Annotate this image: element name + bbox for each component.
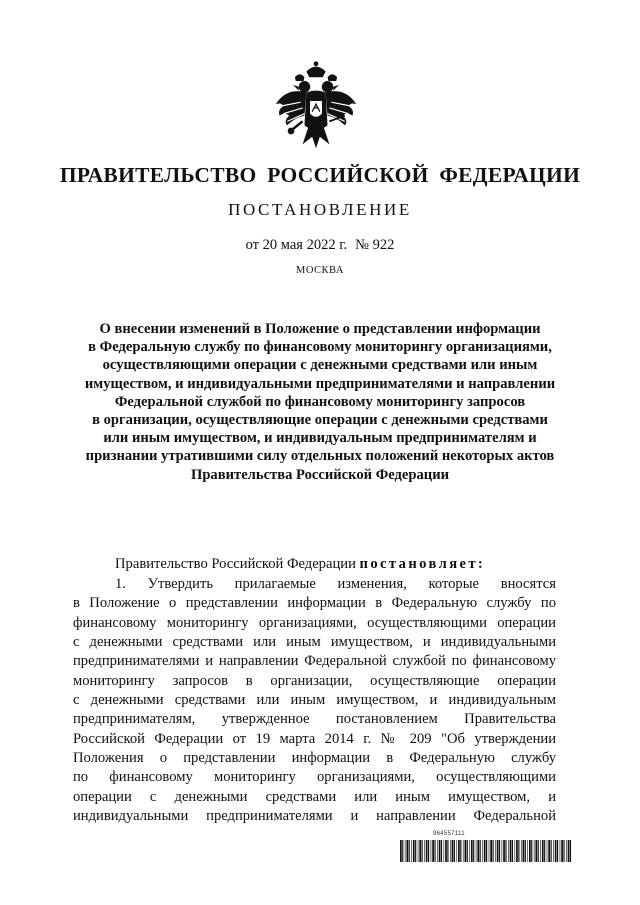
barcode-bar xyxy=(482,840,483,862)
barcode-bar xyxy=(405,840,406,862)
title-line: осуществляющими операции с денежными средствами или иным xyxy=(102,357,538,374)
barcode-bar xyxy=(486,840,487,862)
barcode-bar xyxy=(477,840,479,862)
barcode-bar xyxy=(469,840,470,862)
barcode-bar xyxy=(542,840,544,862)
barcode-bar xyxy=(502,840,503,862)
body-line: по финансовому мониторингу организациями, осуществляющими xyxy=(73,769,556,786)
barcode-bar xyxy=(534,840,535,862)
barcode-bar xyxy=(484,840,486,862)
barcode-bar xyxy=(538,840,539,862)
barcode-bar xyxy=(531,840,532,862)
barcode-bar xyxy=(529,840,531,862)
government-title: ПРАВИТЕЛЬСТВО РОССИЙСКОЙ ФЕДЕРАЦИИ xyxy=(59,163,581,187)
barcode-bar xyxy=(426,840,428,862)
body-line: предпринимателям, утвержденное постановлением Правительства xyxy=(73,711,556,728)
title-line: Федеральной службой по финансовому мониторингу запросов xyxy=(114,393,526,410)
barcode-bar xyxy=(515,840,516,862)
body-line: предпринимателями и направлении Федеральной службой по финансовому xyxy=(73,653,556,670)
title-line: имуществом, и индивидуальными предпринимателями и направлении xyxy=(84,375,556,392)
barcode-bar xyxy=(503,840,505,862)
barcode-icon xyxy=(400,840,572,862)
barcode-bar xyxy=(432,840,434,862)
body-line: финансовому мониторингу организациями, осуществляющими операции xyxy=(73,614,556,631)
barcode-bar xyxy=(525,840,526,862)
barcode-bar xyxy=(441,840,442,862)
barcode-bar xyxy=(548,840,550,862)
barcode-bar xyxy=(460,840,461,862)
preamble-text: Правительство Российской Федерации xyxy=(115,556,360,572)
barcode-bar xyxy=(458,840,460,862)
barcode-bar xyxy=(400,840,402,862)
russian-coat-of-arms-icon xyxy=(268,58,364,154)
barcode-bar xyxy=(476,840,477,862)
barcode-bar xyxy=(540,840,541,862)
city: МОСКВА xyxy=(296,265,344,276)
barcode-bar xyxy=(527,840,528,862)
barcode-bar xyxy=(521,840,522,862)
barcode-bar xyxy=(535,840,537,862)
barcode-bar xyxy=(465,840,467,862)
barcode-bar xyxy=(547,840,548,862)
barcode-bar xyxy=(553,840,554,862)
barcode-bar xyxy=(424,840,425,862)
body-line: операции с денежными средствами или иным имуществом, и xyxy=(73,788,556,805)
barcode-bar xyxy=(415,840,416,862)
barcode-bar xyxy=(512,840,513,862)
document-number: № 922 xyxy=(355,237,395,253)
barcode-bar xyxy=(493,840,494,862)
barcode-bar xyxy=(544,840,545,862)
preamble-verb: постановляет: xyxy=(359,556,486,572)
barcode-bar xyxy=(402,840,403,862)
barcode-bar xyxy=(555,840,557,862)
barcode-bar xyxy=(568,840,570,862)
barcode-bar xyxy=(456,840,457,862)
barcode-number: 964557111 xyxy=(433,831,465,837)
barcode-bar xyxy=(452,840,454,862)
barcode-bar xyxy=(510,840,512,862)
barcode-bar xyxy=(409,840,410,862)
title-line: в организации, осуществляющие операции с денежными средствами xyxy=(92,412,548,429)
barcode-bar xyxy=(434,840,435,862)
barcode-bar xyxy=(480,840,481,862)
document-title xyxy=(60,320,580,484)
barcode-bar xyxy=(473,840,474,862)
barcode-bar xyxy=(445,840,447,862)
barcode-bar xyxy=(508,840,509,862)
barcode-bar xyxy=(419,840,421,862)
document-date: от 20 мая 2022 г. xyxy=(245,237,348,253)
barcode-bar xyxy=(518,840,519,862)
barcode-bar xyxy=(422,840,423,862)
barcode-bar xyxy=(551,840,552,862)
barcode-bar xyxy=(557,840,558,862)
barcode-bar xyxy=(560,840,561,862)
body-line: с денежными средствами или иным имуществом, и индивидуальным xyxy=(73,692,556,709)
title-line: признании утратившими силу отдельных положений некоторых актов xyxy=(85,448,555,465)
barcode-bar xyxy=(454,840,455,862)
barcode-bar xyxy=(467,840,468,862)
barcode-bar xyxy=(566,840,567,862)
barcode-bar xyxy=(418,840,419,862)
document-type: ПОСТАНОВЛЕНИЕ xyxy=(228,200,412,219)
barcode-bar xyxy=(516,840,518,862)
barcode-bar xyxy=(471,840,473,862)
barcode-bar xyxy=(499,840,500,862)
barcode-bar xyxy=(444,840,445,862)
barcode-bar xyxy=(561,840,563,862)
barcode-bar xyxy=(428,840,429,862)
barcode-bar xyxy=(439,840,441,862)
body-line: индивидуальными предпринимателями и направлении Федеральной xyxy=(73,808,556,825)
barcode-bar xyxy=(447,840,448,862)
preamble xyxy=(115,556,485,573)
barcode-bar xyxy=(431,840,432,862)
title-line: Правительства Российской Федерации xyxy=(190,466,450,483)
title-line: в Федеральную службу по финансовому мониторингу организациями, xyxy=(88,339,552,356)
body-line: с денежными средствами или иным имуществом, и индивидуальными xyxy=(73,634,556,651)
barcode-bar xyxy=(497,840,499,862)
barcode-bar xyxy=(406,840,408,862)
barcode-bar xyxy=(489,840,490,862)
barcode-bar xyxy=(563,840,564,862)
barcode-bar xyxy=(463,840,464,862)
barcode-bar xyxy=(505,840,506,862)
barcode-bar xyxy=(411,840,412,862)
body-line: 1. Утвердить прилагаемые изменения, которые вносятся xyxy=(115,576,556,592)
title-line: или иным имуществом, и индивидуальным предпринимателям и xyxy=(103,430,537,447)
body-line: Российской Федерации от 19 марта 2014 г. № 209 "Об утверждении xyxy=(73,730,556,747)
barcode-bar xyxy=(490,840,492,862)
barcode-bar xyxy=(437,840,438,862)
barcode-bar xyxy=(495,840,496,862)
barcode-bar xyxy=(523,840,525,862)
body-line: Положения о представлении информации в Федеральную службу xyxy=(73,750,556,767)
body-text xyxy=(73,575,556,826)
title-line: О внесении изменений в Положение о представлении информации xyxy=(99,321,541,337)
date-line xyxy=(0,237,640,254)
barcode-bar xyxy=(413,840,415,862)
barcode-bar xyxy=(570,840,571,862)
body-line: мониторингу запросов в организации, осуществляющие операции xyxy=(73,672,556,689)
barcode-bar xyxy=(450,840,451,862)
body-line: в Положение о представлении информации в Федеральную службу по xyxy=(73,595,556,612)
